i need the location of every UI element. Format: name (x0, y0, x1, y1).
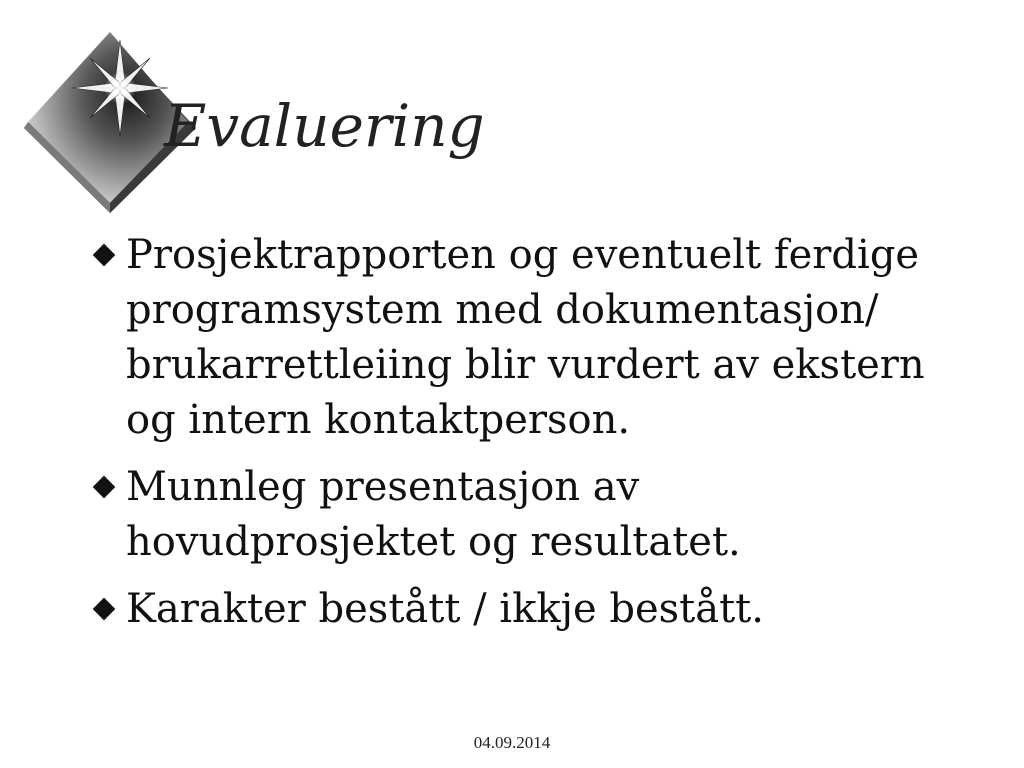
slide-title: Evaluering (164, 92, 485, 160)
bullet-list (90, 228, 970, 649)
diamond-bullet-icon (93, 476, 116, 499)
bullet-text: Karakter bestått / ikkje bestått. (126, 586, 764, 632)
bullet-item (90, 228, 970, 448)
diamond-bullet-icon (93, 598, 116, 621)
bullet-text: Prosjektrapporten og eventuelt ferdige programsystem med dokumentasjon/ brukarrettleiing blir vurdert av ekstern og intern kontaktperson. (126, 232, 925, 443)
bullet-item (90, 460, 970, 570)
bullet-text: Munnleg presentasjon av hovudprosjektet og resultatet. (126, 464, 741, 565)
diamond-bullet-icon (93, 244, 116, 267)
bullet-item (90, 582, 970, 637)
footer-date: 04.09.2014 (473, 733, 551, 752)
